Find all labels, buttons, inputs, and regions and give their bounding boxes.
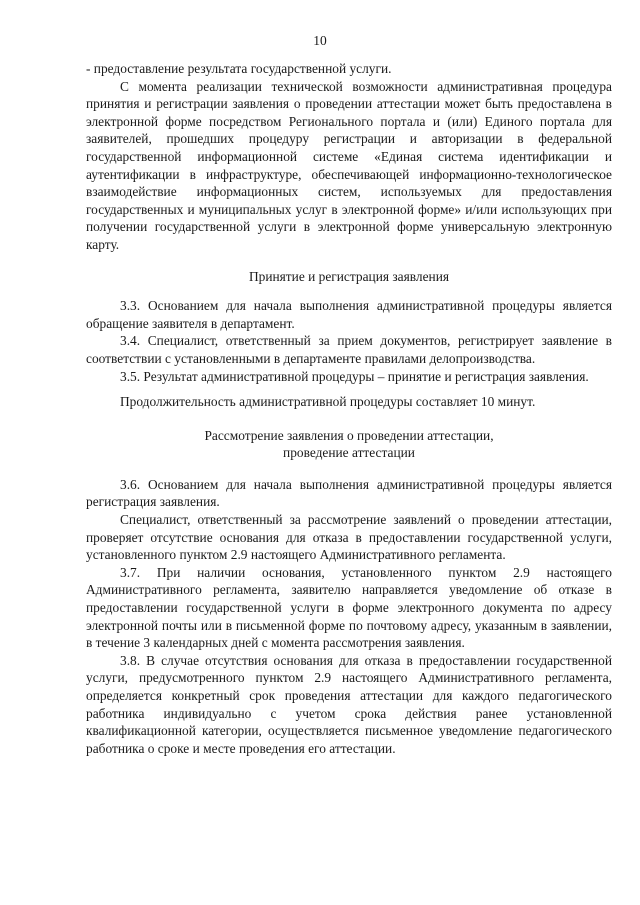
paragraph-3-7: 3.7. При наличии основания, установленного пунктом 2.9 настоящего Административного регламента, заявителю направляется уведомление об отказе в предоставлении государственной услуги в форме электронного документа по адресу электронной почты или в письменной форме по почтовому адресу, указанным в заявлении, в течение 3 календарных дней с момента рассмотрения заявления. [86, 564, 612, 651]
paragraph-3-8: 3.8. В случае отсутствия основания для отказа в предоставлении государственной услуги, предусмотренного пунктом 2.9 настоящего Административного регламента, определяется конкретный срок проведения аттестации для каждого педагогического работника индивидуально с учетом срока действия ранее установленной квалификационной категории, осуществляется письменное уведомление педагогического работника о сроке и месте проведения его аттестации. [86, 652, 612, 756]
paragraph-3-3: 3.3. Основанием для начала выполнения административной процедуры является обращение заявителя в департамент. [86, 298, 612, 331]
section-heading-registration: Принятие и регистрация заявления [248, 268, 450, 284]
paragraph-duration: Продолжительность административной процедуры составляет 10 минут. [120, 394, 536, 410]
paragraph-3-5: 3.5. Результат административной процедуры – принятие и регистрация заявления. [120, 368, 589, 384]
section-heading-review-line2: проведение аттестации [283, 445, 415, 461]
paragraph-specialist-check: Специалист, ответственный за рассмотрение заявлений о проведении аттестации, проверяет отсутствие основания для отказа в предоставлении государственной услуги, установленного пунктом 2.9 настоящего Административного регламента. [86, 512, 612, 563]
section-heading-review-line1: Рассмотрение заявления о проведении аттестации, [204, 427, 494, 443]
document-body [86, 60, 612, 757]
section-heading-review [86, 427, 612, 462]
page-number: 10 [313, 33, 327, 48]
paragraph-3-6: 3.6. Основанием для начала выполнения административной процедуры является регистрация заявления. [86, 476, 612, 510]
paragraph-result-delivery: - предоставление результата государственной услуги. [86, 61, 392, 76]
paragraph-electronic-form: С момента реализации технической возможности административная процедура принятия и регистрации заявления о проведении аттестации может быть предоставлена в электронной форме посредством Регионального портала и (или) Единого портала для заявителей, прошедших процедуру регистрации и авторизации в федеральной государственной информационной системе «Единая система идентификации и аутентификации в инфраструктуре, обеспечивающей информационно-технологическое взаимодействие информационных систем, используемых для предоставления государственных и муниципальных услуг в электронной форме» и/или использующих при получении государственной услуги в электронной форме универсальную электронную карту. [86, 78, 612, 252]
paragraph-3-4: 3.4. Специалист, ответственный за прием документов, регистрирует заявление в соответствии с установленными в департаменте правилами делопроизводства. [86, 333, 612, 366]
